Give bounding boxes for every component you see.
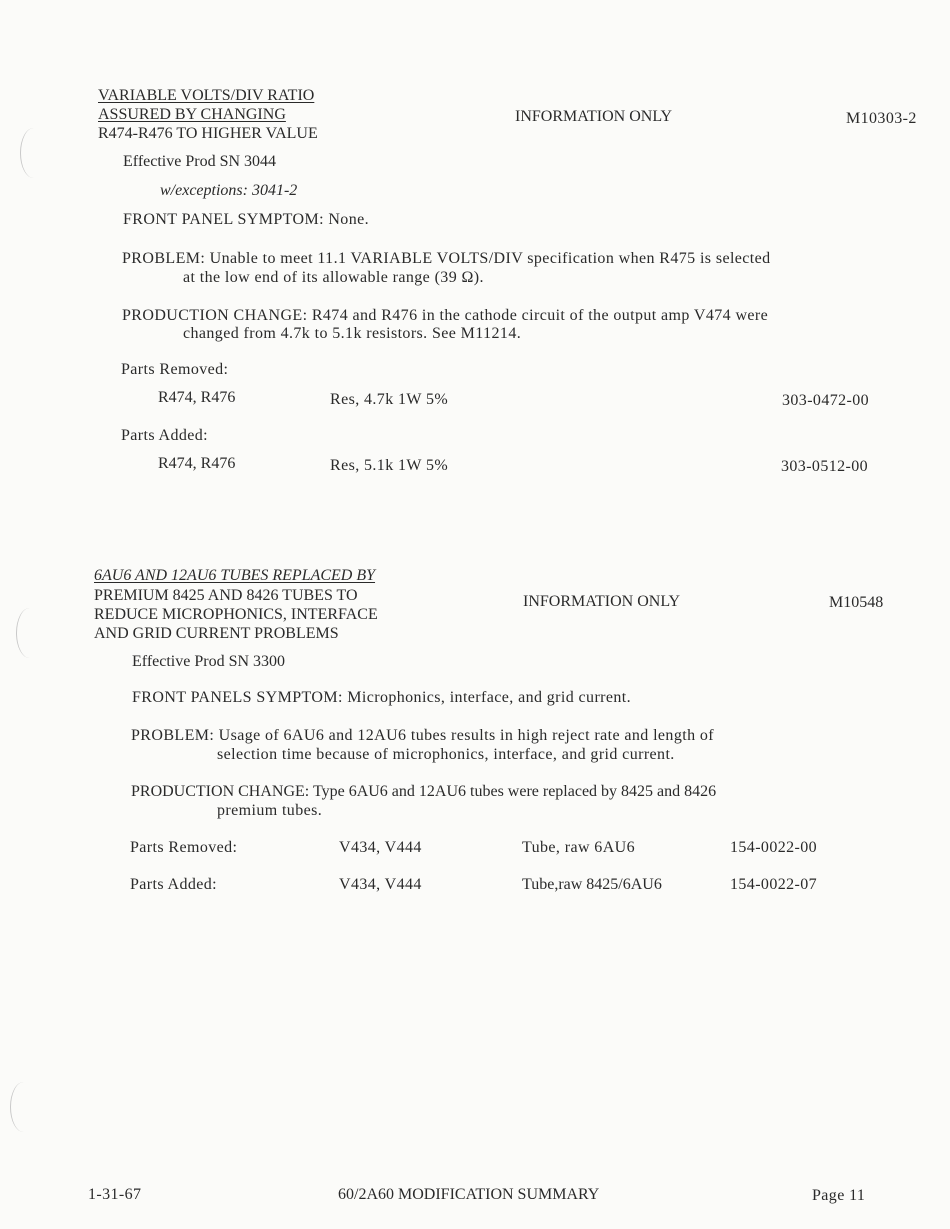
parts-removed-label: Parts Removed:	[121, 361, 229, 378]
parts-removed-refs: R474, R476	[158, 389, 236, 406]
footer-date: 1-31-67	[88, 1186, 142, 1203]
parts-added-number: 303-0512-00	[781, 458, 869, 475]
mod-title-line: ASSURED BY CHANGING	[98, 106, 286, 123]
parts-added-label: Parts Added:	[121, 427, 209, 444]
parts-removed-number: 303-0472-00	[782, 392, 870, 409]
exceptions: w/exceptions: 3041-2	[160, 182, 298, 199]
parts-removed-desc: Res, 4.7k 1W 5%	[330, 391, 449, 408]
change-line: changed from 4.7k to 5.1k resistors. See M11214.	[183, 325, 522, 342]
parts-removed-label: Parts Removed:	[130, 839, 238, 856]
parts-added-desc: Tube,raw 8425/6AU6	[522, 876, 662, 893]
problem-line: PROBLEM: Usage of 6AU6 and 12AU6 tubes results in high reject rate and length of	[131, 727, 715, 744]
problem-line: PROBLEM: Unable to meet 11.1 VARIABLE VOLTS/DIV specification when R475 is selected	[122, 250, 771, 267]
parts-removed-number: 154-0022-00	[730, 839, 818, 856]
mod-title-line: R474-R476 TO HIGHER VALUE	[98, 125, 318, 142]
punch-hole-mark	[16, 608, 43, 658]
symptom: FRONT PANEL SYMPTOM: None.	[123, 211, 370, 228]
parts-added-number: 154-0022-07	[730, 876, 818, 893]
mod-number: M10303-2	[846, 110, 917, 127]
parts-added-refs: R474, R476	[158, 455, 236, 472]
punch-hole-mark	[20, 128, 47, 178]
effective-serial: Effective Prod SN 3300	[132, 653, 286, 670]
mod-title-line: PREMIUM 8425 AND 8426 TUBES TO	[94, 587, 358, 604]
symptom: FRONT PANELS SYMPTOM: Microphonics, interface, and grid current.	[132, 689, 632, 706]
effective-serial: Effective Prod SN 3044	[123, 153, 277, 170]
problem-line: at the low end of its allowable range (39 Ω).	[183, 269, 484, 286]
mod-number: M10548	[829, 594, 884, 611]
footer-title: 60/2A60 MODIFICATION SUMMARY	[338, 1186, 600, 1203]
parts-added-label: Parts Added:	[130, 876, 218, 893]
mod-title-line: VARIABLE VOLTS/DIV RATIO	[98, 87, 315, 104]
parts-removed-refs: V434, V444	[339, 839, 422, 856]
change-line: PRODUCTION CHANGE: R474 and R476 in the cathode circuit of the output amp V474 were	[122, 307, 769, 324]
mod-title-line: 6AU6 AND 12AU6 TUBES REPLACED BY	[94, 567, 376, 584]
parts-removed-desc: Tube, raw 6AU6	[522, 839, 636, 856]
parts-added-desc: Res, 5.1k 1W 5%	[330, 457, 449, 474]
status-label: INFORMATION ONLY	[515, 108, 673, 125]
status-label: INFORMATION ONLY	[523, 593, 681, 610]
mod-title-line: AND GRID CURRENT PROBLEMS	[94, 625, 339, 642]
punch-hole-mark	[10, 1082, 37, 1132]
problem-line: selection time because of microphonics, interface, and grid current.	[217, 746, 675, 763]
parts-added-refs: V434, V444	[339, 876, 422, 893]
change-line: premium tubes.	[217, 802, 323, 819]
change-line: PRODUCTION CHANGE: Type 6AU6 and 12AU6 tubes were replaced by 8425 and 8426	[131, 783, 717, 800]
page-number: Page 11	[812, 1187, 866, 1204]
mod-title-line: REDUCE MICROPHONICS, INTERFACE	[94, 606, 378, 623]
